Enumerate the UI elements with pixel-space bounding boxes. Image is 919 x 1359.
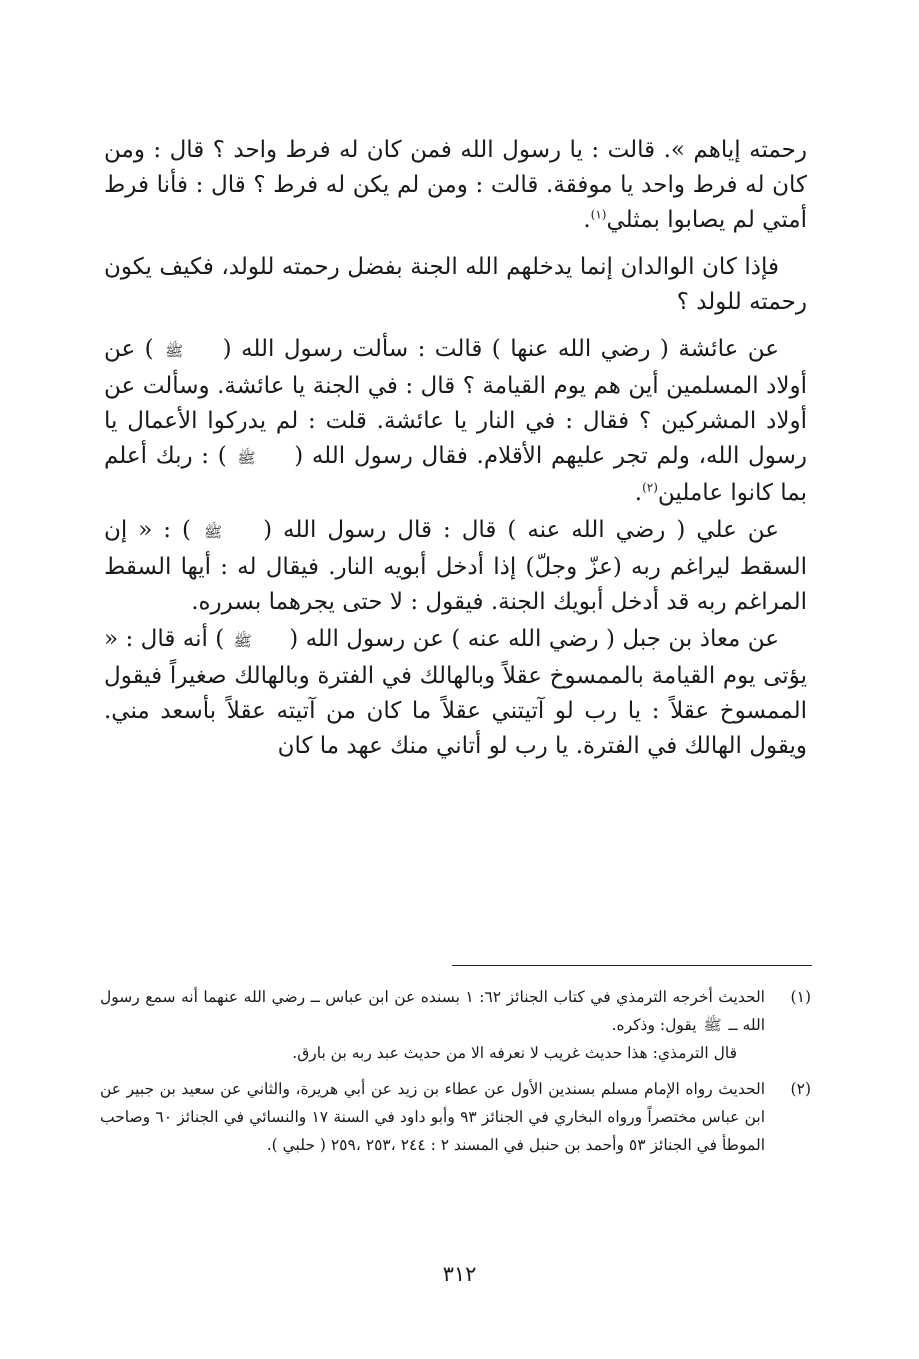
footnote-separator (452, 965, 812, 966)
paragraph (104, 250, 807, 320)
footnote-text: الحديث أخرجه الترمذي في كتاب الجنائز ٦٢: ١ بسنده عن ابن عباس ــ رضي الله عنهما أنه سمع رسول الله ــ ﷺ يقول: وذكره. (100, 983, 765, 1039)
paragraph-text: ) عن أولاد المسلمين أين هم يوم القيامة ؟ قال : في الجنة يا عائشة. وسألت عن أولاد المشركين ؟ فقال : في النار يا عائشة. قلت : لم يدركوا الأعمال يا رسول الله، ولم تجر عليهم الأقلام. فقال رسول الله ( (104, 336, 807, 469)
salutation-glyph: ﷺ (237, 449, 256, 467)
footnote-text: الحديث رواه الإمام مسلم بسندين الأول عن عطاء بن زيد عن أبي هريرة، والثاني عن سعيد بن جبير عن ابن عباس مختصراً ورواه البخاري في الجنائز ٩٣ وأبو داود في السنة ١٧ والنسائي في الجنائز ٦٠ وصاحب الموطأ في الجنائز ٥٣ وأحمد بن حنبل في المسند ٢ : ٢٤٤ ،٢٥٣ ،٢٥٩ ( حلبي ). (100, 1080, 766, 1154)
salutation-glyph: ﷺ (203, 523, 223, 541)
paragraph-text: عن عائشة ( رضي الله عنها ) قالت : سألت رسول الله ( (222, 336, 779, 362)
paragraph (104, 622, 807, 764)
paragraph-text: ) : ربك أعلم بما كانوا عاملين (104, 443, 807, 506)
paragraph-text: عن معاذ بن جبل ( رضي الله عنه ) عن رسول الله ( (289, 626, 780, 652)
salutation-glyph: ﷺ (703, 1016, 722, 1034)
salutation-glyph: ﷺ (233, 632, 252, 650)
paragraph-text: ) : « إن السقط ليراغم ربه (عزّ وجلّ) إذا أدخل أبويه النار. فيقال له : أيها السقط المراغم ربه قد أدخل أبويك الجنة. فيقول : لا حتى يجرهما بسرره. (104, 517, 807, 615)
main-text (104, 133, 807, 764)
footnote-number: (١) (790, 988, 811, 1006)
footnote-reference: (١) (590, 207, 607, 222)
paragraph-text: رحمته إياهم ». قالت : يا رسول الله فمن كان له فرط واحد ؟ قال : ومن كان له فرط واحد يا موفقة. قالت : ومن لم يكن له فرط ؟ قال : فأنا فرط أمتي لم يصابوا بمثلي (104, 137, 807, 233)
page-number: ٣١٢ (442, 1262, 477, 1286)
paragraph-text: فإذا كان الوالدان إنما يدخلهم الله الجنة بفضل رحمته للولد، فكيف يكون رحمته للولد ؟ (104, 254, 807, 315)
paragraph: رحمته إياهم ». قالت : يا رسول الله فمن كان له فرط واحد ؟ قال : ومن كان له فرط واحد يا موفقة. قالت : ومن لم يكن له فرط ؟ قال : فأنا فرط أمتي لم يصابوا بمثلي$^{(١)}$. (104, 137, 807, 233)
footnote-body (100, 983, 765, 1067)
paragraph-text: ) أنه قال : « يؤتى يوم القيامة بالممسوخ عقلاً وبالهالك في الفترة وبالهالك صغيراً فيقول الممسوخ عقلاً : يا رب لو آتيتني عقلاً ما كان من آتيته عقلاً بأسعد مني. ويقول الهالك في الفترة. يا رب لو أتاني منك عهد ما كان (104, 626, 807, 759)
paragraph: عن عائشة ( رضي الله عنها ) قالت : سألت رسول الله ( ﷺ ) عن أولاد المسلمين أين هم يوم القيامة ؟ قال : في الجنة يا عائشة. وسألت عن أولاد المشركين ؟ فقال : في النار يا عائشة. قلت : لم يدركوا الأعمال يا رسول الله، ولم تجر عليهم الأقلام. فقال رسول الله ( ﷺ ) : ربك أعلم بما كانوا عاملين$^{(٢)}$. (104, 336, 807, 506)
paragraph-text: عن علي ( رضي الله عنه ) قال : قال رسول الله ( (263, 517, 780, 543)
footnotes (100, 983, 811, 1159)
footnote (100, 983, 811, 1067)
footnote-number: (٢) (790, 1080, 811, 1098)
paragraph (104, 513, 807, 620)
footnote-subtext: قال الترمذي: هذا حديث غريب لا نعرفه الا من حديث عبد ربه بن بارق. (292, 1044, 737, 1062)
salutation-glyph: ﷺ (165, 342, 184, 360)
footnote-reference: (٢) (642, 480, 658, 495)
footnote (100, 1075, 811, 1159)
